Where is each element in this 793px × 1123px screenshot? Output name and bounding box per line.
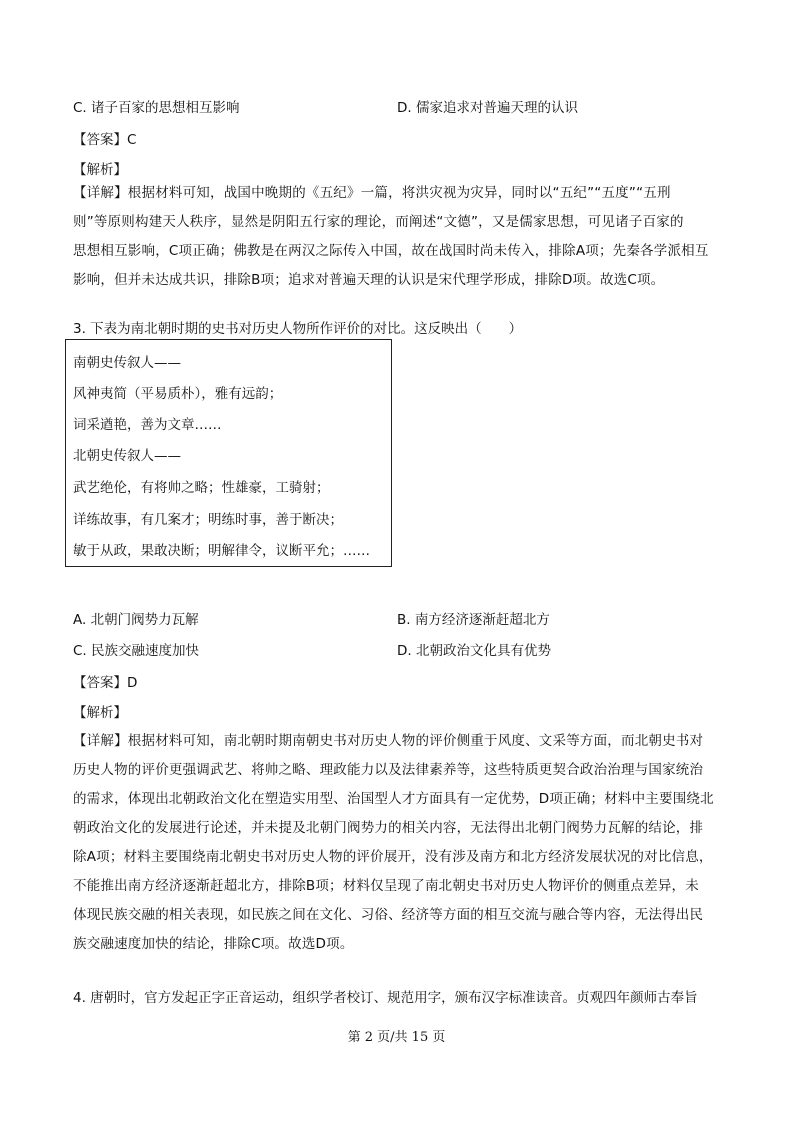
q3-option-c: C. 民族交融速度加快 bbox=[73, 643, 200, 659]
q3-detail-line: 历史人物的评价更强调武艺、将帅之略、理政能力以及法律素养等，这些特质更契合政治治理与国家统治 bbox=[73, 762, 704, 778]
q2-answer-label: 【答案】C bbox=[73, 132, 137, 148]
q3-option-d: D. 北朝政治文化具有优势 bbox=[397, 643, 551, 659]
q2-detail-line: 思想相互影响，C项正确；佛教是在两汉之际传入中国，故在战国时尚未传入，排除A项；先秦各学派相互 bbox=[73, 243, 709, 259]
table-row: 北朝史传叙人—— bbox=[73, 448, 181, 464]
q2-detail-paragraph bbox=[73, 179, 723, 295]
q3-option-b: B. 南方经济逐渐赶超北方 bbox=[397, 612, 550, 628]
q3-detail-paragraph bbox=[73, 727, 723, 959]
q3-detail-line: 体现民族交融的相关表现，如民族之间在文化、习俗、经济等方面的相互交流与融合等内容，无法得出民 bbox=[73, 907, 704, 923]
q3-detail-line: 朝政治文化的发展进行论述，并未提及北朝门阀势力的相关内容，无法得出北朝门阀势力瓦解的结论，排 bbox=[73, 820, 704, 836]
q3-source-table bbox=[65, 339, 392, 567]
page-footer: 第 2 页/共 15 页 bbox=[347, 1030, 446, 1045]
table-row: 详练故事，有几案才；明练时事，善于断决； bbox=[73, 512, 343, 528]
q3-detail-line: 不能推出南方经济逐渐赶超北方，排除B项；材料仅呈现了南北朝史书对历史人物评价的侧重点差异，未 bbox=[73, 878, 699, 894]
q2-analysis-label: 【解析】 bbox=[73, 162, 127, 178]
q3-answer-label: 【答案】D bbox=[73, 675, 138, 691]
q4-stem: 4. 唐朝时，官方发起正字正音运动，组织学者校订、规范用字，颁布汉字标准读音。贞观四年颜师古奉旨 bbox=[73, 990, 698, 1006]
q3-stem: 3. 下表为南北朝时期的史书对历史人物所作评价的对比。这反映出（ ） bbox=[73, 321, 523, 337]
table-row: 词采遒艳，善为文章…… bbox=[73, 417, 222, 433]
table-row: 南朝史传叙人—— bbox=[73, 355, 181, 371]
table-row: 敏于从政，果敢决断；明解律令，议断平允；…… bbox=[73, 543, 370, 559]
table-row: 风神夷简（平易质朴），雅有远韵； bbox=[73, 386, 283, 402]
q3-detail-line: 的需求，体现出北朝政治文化在塑造实用型、治国型人才方面具有一定优势，D项正确；材料中主要围绕北 bbox=[73, 791, 714, 807]
q3-detail-line: 除A项；材料主要围绕南北朝史书对历史人物的评价展开，没有涉及南方和北方经济发展状况的对比信息， bbox=[73, 849, 713, 865]
q2-detail-line: 影响，但并未达成共识，排除B项；追求对普遍天理的认识是宋代理学形成，排除D项。故选C项。 bbox=[73, 272, 665, 288]
q2-option-c: C. 诸子百家的思想相互影响 bbox=[73, 100, 240, 116]
q3-detail-line: 族交融速度加快的结论，排除C项。故选D项。 bbox=[73, 936, 354, 952]
q2-detail-line: 则”等原则构建天人秩序，显然是阴阳五行家的理论，而阐述“文德”，又是儒家思想，可见诸子百家的 bbox=[73, 214, 684, 230]
table-row: 武艺绝伦，有将帅之略；性雄豪，工骑射； bbox=[73, 480, 330, 496]
q2-detail-line: 【详解】根据材料可知，战国中晚期的《五纪》一篇，将洪灾视为灾异，同时以“五纪”“五度”“五刑 bbox=[73, 185, 671, 201]
q3-detail-line: 【详解】根据材料可知，南北朝时期南朝史书对历史人物的评价侧重于风度、文采等方面，而北朝史书对 bbox=[73, 733, 704, 749]
q2-option-d: D. 儒家追求对普遍天理的认识 bbox=[397, 100, 578, 116]
q3-analysis-label: 【解析】 bbox=[73, 705, 127, 721]
q3-option-a: A. 北朝门阀势力瓦解 bbox=[73, 612, 199, 628]
